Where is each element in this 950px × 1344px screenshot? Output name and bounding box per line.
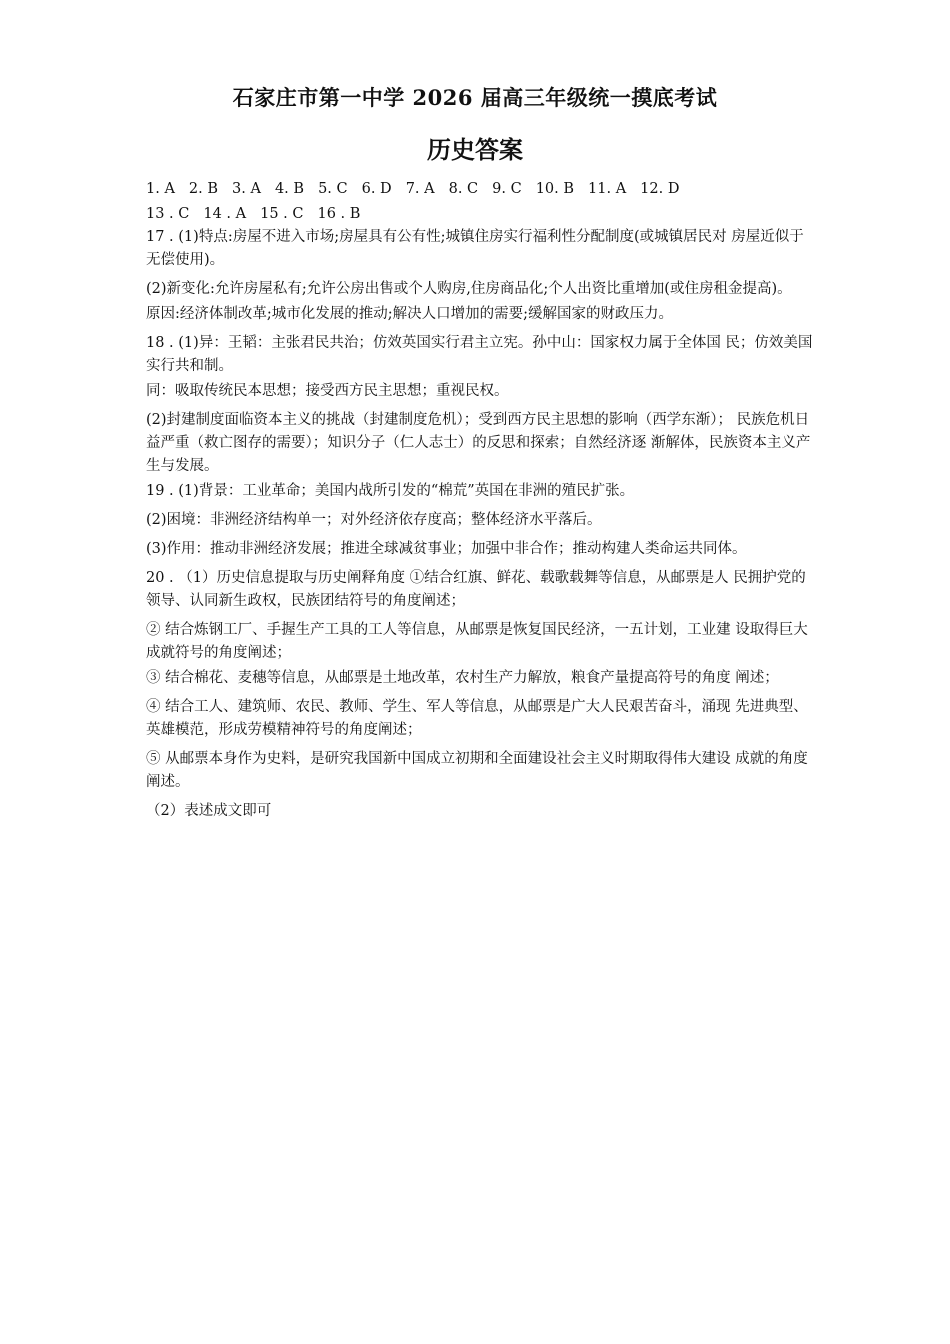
answer-15: 15 . C [260,206,304,222]
q19-part2: (2)困境：非洲经济结构单一；对外经济依存度高；整体经济水平落后。 [146,512,602,528]
q18-similarities: 同：吸取传统民本思想；接受西方民主思想；重视民权。 [146,383,509,399]
answer-body [146,178,814,829]
answer-4: 4. B [274,181,305,197]
answer-14: 14 . A [203,206,247,222]
answer-12: 12. D [640,181,680,197]
q19-part1: 19 . (1)背景：工业革命；美国内战所引发的“棉荒”英国在非洲的殖民扩张。 [146,483,635,499]
page-title: 石家庄市第一中学 2026 届高三年级统一摸底考试 [232,85,718,110]
answer-7: 7. A [405,181,435,197]
answer-10: 10. B [535,181,575,197]
q19-part3: (3)作用：推动非洲经济发展；推进全球减贫事业；加强中非合作；推动构建人类命运共同体。 [146,541,747,557]
answer-2: 2. B [188,181,219,197]
answer-13: 13 . C [146,206,190,222]
q20-point5: ⑤ 从邮票本身作为史料，是研究我国新中国成立初期和全面建设社会主义时期取得伟大建设 成就的角度阐述。 [146,751,808,790]
q20-point4: ④ 结合工人、建筑师、农民、教师、学生、军人等信息，从邮票是广大人民艰苦奋斗，涌现 先进典型、英雄模范，形成劳模精神符号的角度阐述； [146,699,808,738]
choice-answers-row-2 [146,203,814,226]
answer-8: 8. C [448,181,479,197]
q17-part2: (2)新变化:允许房屋私有;允许公房出售或个人购房,住房商品化;个人出资比重增加(或住房租金提高)。 [146,281,792,297]
answer-11: 11. A [588,181,627,197]
q17-reasons: 原因:经济体制改革;城市化发展的推动;解决人口增加的需要;缓解国家的财政压力。 [146,306,674,322]
answer-6: 6. D [361,181,392,197]
answer-1: 1. A [146,181,175,197]
choice-answers-row-1 [146,178,814,201]
answer-16: 16 . B [317,206,361,222]
q20-point3: ③ 结合棉花、麦穗等信息，从邮票是土地改革，农村生产力解放，粮食产量提高符号的角度 阐述； [146,670,779,686]
q20-point2: ② 结合炼钢工厂、手握生产工具的工人等信息，从邮票是恢复国民经济，一五计划，工业建 设取得巨大成就符号的角度阐述； [146,622,808,661]
q17-part1: 17 . (1)特点:房屋不进入市场;房屋具有公有性;城镇住房实行福利性分配制度(或城镇居民对 房屋近似于无偿使用)。 [146,229,804,268]
page-subtitle: 历史答案 [427,135,523,164]
q20-part2: （2）表述成文即可 [146,803,272,819]
answer-5: 5. C [318,181,348,197]
answer-9: 9. C [492,181,522,197]
q18-part2: (2)封建制度面临资本主义的挑战（封建制度危机）；受到西方民主思想的影响（西学东渐）； 民族危机日益严重（救亡图存的需要）；知识分子（仁人志士）的反思和探索；自然经济逐 渐解体，民族资本主义产生与发展。 [146,412,811,474]
q20-point1: 20 . （1）历史信息提取与历史阐释角度 ①结合红旗、鲜花、载歌载舞等信息，从邮票是人 民拥护党的领导、认同新生政权，民族团结符号的角度阐述； [146,570,806,609]
answer-3: 3. A [232,181,261,197]
q18-part1: 18 . (1)异：王韬：主张君民共治；仿效英国实行君主立宪。孙中山：国家权力属于全体国 民；仿效美国实行共和制。 [146,335,813,374]
